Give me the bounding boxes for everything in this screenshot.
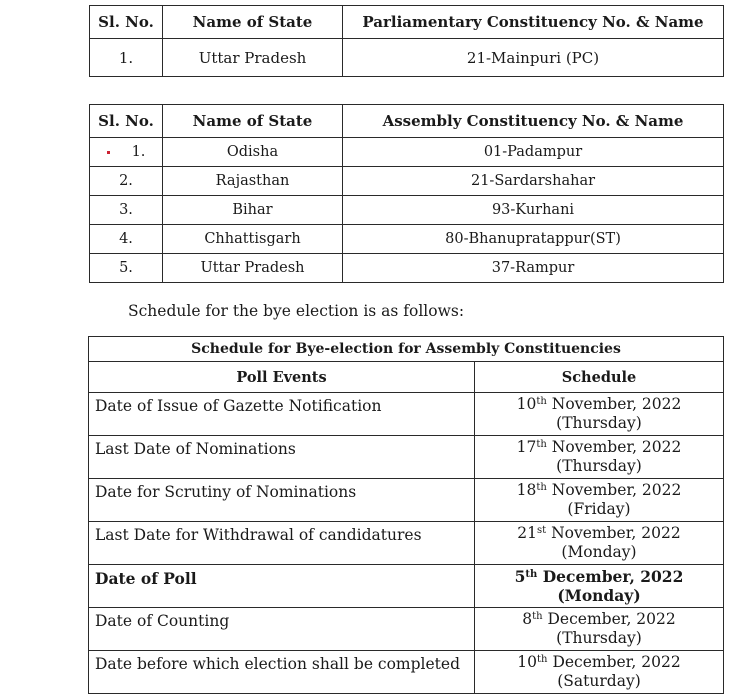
table-row	[89, 436, 724, 479]
cell-sl-no: 4.	[90, 225, 163, 254]
day-number: 10	[516, 395, 537, 413]
month-year: November, 2022	[551, 524, 681, 542]
cell-sl-no: 5.	[90, 254, 163, 283]
table-row	[89, 522, 724, 565]
bye-election-schedule-table	[88, 336, 724, 694]
schedule-caption: Schedule for Bye-election for Assembly Constituencies	[89, 337, 724, 362]
cell-constituency: 80-Bhanupratappur(ST)	[343, 225, 724, 254]
table-header-row	[90, 105, 724, 138]
day-number: 21	[517, 524, 537, 542]
schedule-intro-text: Schedule for the bye election is as follows:	[128, 302, 465, 320]
table-row	[90, 254, 724, 283]
cell-sl-no: 3.	[90, 196, 163, 225]
cell-event: Last Date for Withdrawal of candidatures	[89, 522, 475, 565]
day-suffix: th	[532, 611, 543, 622]
weekday: (Monday)	[561, 543, 637, 561]
cell-date	[475, 651, 724, 694]
header-state: Name of State	[163, 105, 343, 138]
day-suffix: st	[537, 525, 547, 536]
month-year: November, 2022	[551, 481, 682, 499]
day-suffix: th	[537, 654, 548, 665]
day-suffix: th	[536, 439, 547, 450]
cell-state: Uttar Pradesh	[163, 39, 343, 77]
cell-state: Bihar	[163, 196, 343, 225]
mark-dot	[107, 151, 110, 154]
month-year: November, 2022	[551, 438, 682, 456]
weekday: (Thursday)	[556, 629, 642, 647]
cell-sl-no: 2.	[90, 167, 163, 196]
cell-event: Date for Scrutiny of Nominations	[89, 479, 475, 522]
weekday: (Monday)	[557, 586, 641, 605]
table-row	[90, 225, 724, 254]
header-sl-no: Sl. No.	[90, 6, 163, 39]
table-caption-row	[89, 337, 724, 362]
month-year: December, 2022	[542, 567, 684, 586]
cell-event: Date of Poll	[89, 565, 475, 608]
cell-date	[475, 565, 724, 608]
cell-date	[475, 522, 724, 565]
table-row	[90, 196, 724, 225]
table-header-row	[90, 6, 724, 39]
day-suffix: th	[525, 569, 538, 580]
day-suffix: th	[536, 396, 547, 407]
table-row	[89, 608, 724, 651]
cell-date	[475, 393, 724, 436]
table-row	[90, 138, 724, 167]
table-header-row	[89, 362, 724, 393]
month-year: December, 2022	[552, 653, 681, 671]
header-constituency: Parliamentary Constituency No. & Name	[343, 6, 724, 39]
header-schedule: Schedule	[475, 362, 724, 393]
cell-constituency: 93-Kurhani	[343, 196, 724, 225]
weekday: (Friday)	[567, 500, 631, 518]
table-row	[89, 393, 724, 436]
cell-state: Chhattisgarh	[163, 225, 343, 254]
weekday: (Saturday)	[557, 672, 641, 690]
cell-sl-no	[90, 138, 163, 167]
table-row	[89, 565, 724, 608]
cell-event: Date before which election shall be completed	[89, 651, 475, 694]
day-number: 17	[516, 438, 537, 456]
day-number: 8	[522, 610, 533, 628]
table-row	[89, 479, 724, 522]
day-number: 18	[516, 481, 537, 499]
parliamentary-constituency-table	[89, 5, 724, 77]
table-row	[90, 167, 724, 196]
cell-event: Date of Issue of Gazette Notification	[89, 393, 475, 436]
assembly-constituency-table	[89, 104, 724, 283]
header-state: Name of State	[163, 6, 343, 39]
cell-constituency: 21-Sardarshahar	[343, 167, 724, 196]
header-poll-events: Poll Events	[89, 362, 475, 393]
cell-state: Rajasthan	[163, 167, 343, 196]
table-row	[90, 39, 724, 77]
day-suffix: th	[536, 482, 547, 493]
header-sl-no: Sl. No.	[90, 105, 163, 138]
sl-no-text: 1.	[131, 144, 146, 160]
cell-sl-no: 1.	[90, 39, 163, 77]
month-year: November, 2022	[551, 395, 682, 413]
day-number: 10	[517, 653, 538, 671]
cell-event: Last Date of Nominations	[89, 436, 475, 479]
weekday: (Thursday)	[556, 457, 642, 475]
table-row	[89, 651, 724, 694]
cell-constituency: 01-Padampur	[343, 138, 724, 167]
cell-state: Odisha	[163, 138, 343, 167]
cell-date	[475, 608, 724, 651]
cell-date	[475, 436, 724, 479]
cell-constituency: 21-Mainpuri (PC)	[343, 39, 724, 77]
weekday: (Thursday)	[556, 414, 642, 432]
cell-date	[475, 479, 724, 522]
month-year: December, 2022	[547, 610, 676, 628]
cell-state: Uttar Pradesh	[163, 254, 343, 283]
day-number: 5	[514, 567, 526, 586]
header-constituency: Assembly Constituency No. & Name	[343, 105, 724, 138]
cell-constituency: 37-Rampur	[343, 254, 724, 283]
cell-event: Date of Counting	[89, 608, 475, 651]
